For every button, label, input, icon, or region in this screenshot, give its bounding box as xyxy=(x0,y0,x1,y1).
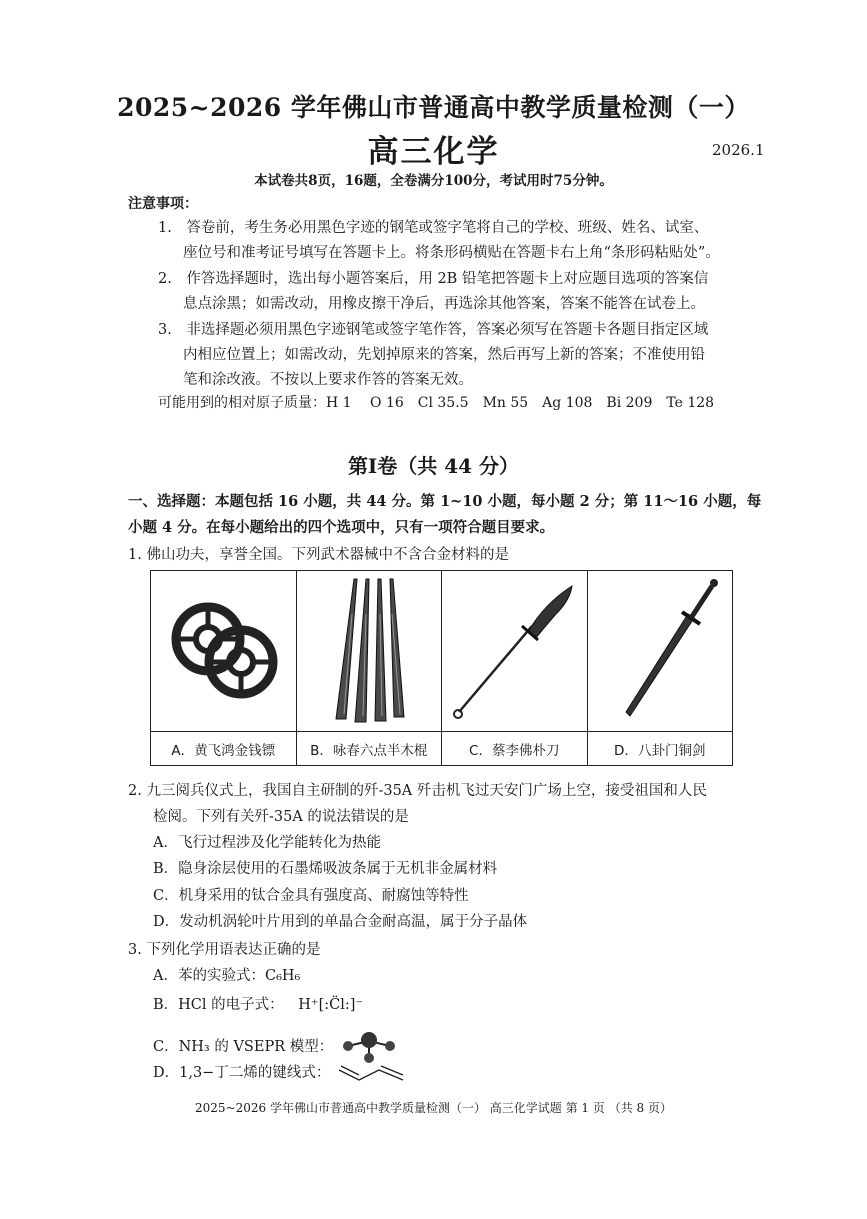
page-footer: 2025~2026 学年佛山市普通高中教学质量检测（一） 高三化学试题 第 1 页 （共 8 页） xyxy=(195,1101,672,1115)
note-line-7: 笔和涂改液。不按以上要求作答的答案无效。 xyxy=(183,372,473,388)
question-3-option-c xyxy=(153,1030,400,1064)
question-2-option-c: C．机身采用的钛合金具有强度高、耐腐蚀等特性 xyxy=(153,888,469,904)
benzene-formula: C₆H₆ xyxy=(264,968,301,984)
option-d-label: D．1,3−丁二烯的键线式： xyxy=(153,1065,331,1081)
question-3-stem: 3. 下列化学用语表达正确的是 xyxy=(128,942,321,958)
option-c-label: C．NH₃ 的 VSEPR 模型： xyxy=(153,1039,334,1055)
section-intro-line-1: 一、选择题：本题包括 16 小题，共 44 分。第 1~10 小题，每小题 2 分；第 11～16 小题，每 xyxy=(128,493,762,510)
note-line-1: 1. 答卷前，考生务必用黑色字迹的钢笔或签字笔将自己的学校、班级、姓名、试室、 xyxy=(158,220,709,236)
coin-dart-icon xyxy=(163,594,283,704)
wooden-staff-icon xyxy=(324,574,414,724)
note-line-6: 内相应位置上；如需改动，先划掉原来的答案，然后再写上新的答案；不准使用铅 xyxy=(183,347,705,363)
question-1-stem: 1. 佛山功夫，享誉全国。下列武术器械中不含合金材料的是 xyxy=(128,547,509,563)
question-3-option-a xyxy=(153,964,300,985)
section-intro-line-2: 小题 4 分。在每小题给出的四个选项中，只有一项符合题目要求。 xyxy=(128,519,555,536)
option-d-image-cell xyxy=(587,571,733,732)
exam-subtitle: 高三化学 xyxy=(367,134,500,170)
question-2-option-a: A．飞行过程涉及化学能转化为热能 xyxy=(153,835,381,851)
question-1-figure-table xyxy=(150,570,733,766)
note-line-2: 座位号和准考证号填写在答题卡上。将条形码横贴在答题卡右上角“条形码粘贴处”。 xyxy=(183,245,720,261)
question-3-option-b xyxy=(153,993,363,1014)
option-c-image-cell xyxy=(442,571,588,732)
sword-icon xyxy=(590,574,730,724)
question-2-option-d: D．发动机涡轮叶片用到的单晶合金耐高温，属于分子晶体 xyxy=(153,914,528,930)
question-2-stem-line-2: 检阅。下列有关歼-35A 的说法错误的是 xyxy=(153,809,409,825)
option-b-label: B．咏春六点半木棍 xyxy=(296,732,442,766)
section-title: 第Ⅰ卷（共 44 分） xyxy=(347,454,520,478)
option-a-label: A．黄飞鸿金钱镖 xyxy=(151,732,297,766)
option-a-image-cell xyxy=(151,571,297,732)
question-3-option-d xyxy=(153,1061,407,1084)
option-b-image-cell xyxy=(296,571,442,732)
vsepr-model-icon xyxy=(338,1030,400,1064)
note-line-5: 3. 非选择题必须用黑色字迹钢笔或签字笔作答，答案必须写在答题卡各题目指定区域 xyxy=(158,322,709,338)
broadsword-icon xyxy=(444,574,584,724)
question-2-stem-line-1: 2. 九三阅兵仪式上，我国自主研制的歼-35A 歼击机飞过天安门广场上空，接受祖国和人民 xyxy=(128,783,707,799)
notes-heading: 注意事项： xyxy=(128,196,198,212)
question-2-option-b: B．隐身涂层使用的石墨烯吸波条属于无机非金属材料 xyxy=(153,861,498,877)
exam-date: 2026.1 xyxy=(712,141,765,159)
exam-info: 本试卷共8页，16题，全卷满分100分，考试用时75分钟。 xyxy=(254,173,613,189)
option-a-label: A．苯的实验式： xyxy=(153,968,265,984)
option-d-label: D．八卦门铜剑 xyxy=(587,732,733,766)
butadiene-skeletal-icon xyxy=(335,1062,407,1084)
exam-title: 2025~2026 学年佛山市普通高中教学质量检测（一） xyxy=(117,93,750,122)
note-line-4: 息点涂黑；如需改动，用橡皮擦干净后，再选涂其他答案，答案不能答在试卷上。 xyxy=(183,296,705,312)
atomic-masses: 可能用到的相对原子质量：H 1 O 16 Cl 35.5 Mn 55 Ag 108 Bi 209 Te 128 xyxy=(158,395,715,411)
option-b-label: B．HCl 的电子式： xyxy=(153,997,284,1013)
note-line-3: 2. 作答选择题时，选出每小题答案后，用 2B 铅笔把答题卡上对应题目选项的答案信 xyxy=(158,271,709,287)
option-c-label: C．蔡李佛朴刀 xyxy=(442,732,588,766)
hcl-electron-formula: H⁺[:C̈l:]⁻ xyxy=(298,997,364,1013)
